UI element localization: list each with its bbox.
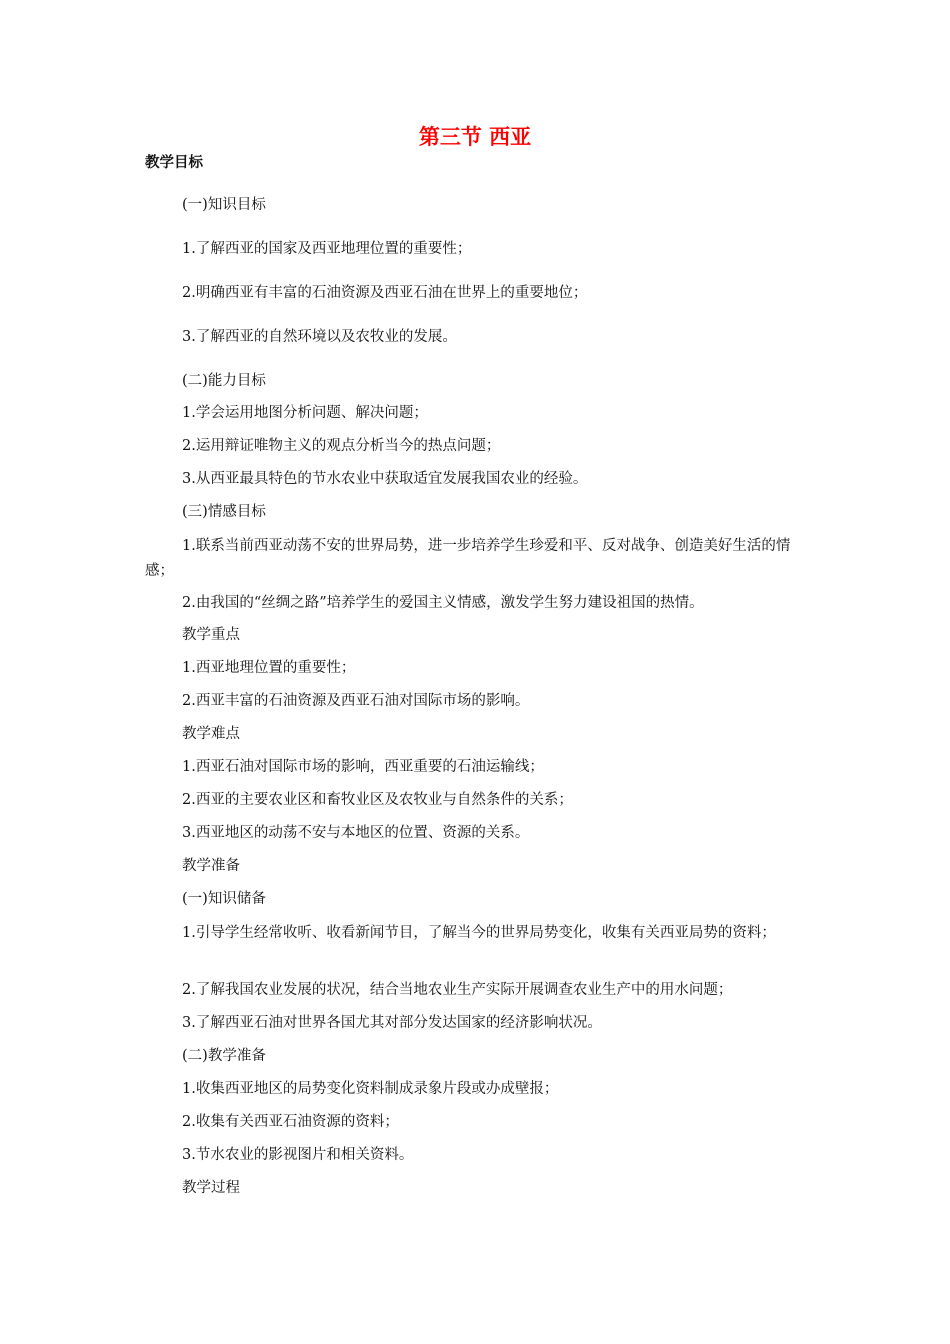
section-heading-teaching-goals: 教学目标 — [145, 155, 203, 171]
difficult-point-item: 2.西亚的主要农业区和畜牧业区及农牧业与自然条件的关系； — [182, 792, 573, 808]
key-point-item: 2.西亚丰富的石油资源及西亚石油对国际市场的影响。 — [182, 693, 530, 709]
knowledge-prep-label: (一)知识储备 — [182, 891, 266, 907]
knowledge-prep-item: 3.了解西亚石油对世界各国尤其对部分发达国家的经济影响状况。 — [182, 1015, 602, 1031]
knowledge-prep-item: 2.了解我国农业发展的状况，结合当地农业生产实际开展调查农业生产中的用水问题； — [182, 982, 733, 998]
page-title: 第三节 西亚 — [418, 125, 532, 149]
difficult-point-item: 1.西亚石油对国际市场的影响，西亚重要的石油运输线； — [182, 759, 544, 775]
ability-goal-item: 1.学会运用地图分析问题、解决问题； — [182, 405, 428, 421]
knowledge-goal-label: (一)知识目标 — [182, 197, 266, 213]
difficult-point-item: 3.西亚地区的动荡不安与本地区的位置、资源的关系。 — [182, 825, 530, 841]
difficult-points-label: 教学难点 — [182, 726, 240, 742]
knowledge-prep-item: 1.引导学生经常收听、收看新闻节目，了解当今的世界局势变化，收集有关西亚局势的资料； — [182, 925, 776, 941]
ability-goal-item: 3.从西亚最具特色的节水农业中获取适宜发展我国农业的经验。 — [182, 471, 588, 487]
teaching-prep-item: 1.收集西亚地区的局势变化资料制成录象片段或办成壁报； — [182, 1081, 559, 1097]
ability-goal-item: 2.运用辩证唯物主义的观点分析当今的热点问题； — [182, 438, 501, 454]
key-point-item: 1.西亚地理位置的重要性； — [182, 660, 356, 676]
emotion-goal-item: 1.联系当前西亚动荡不安的世界局势，进一步培养学生珍爱和平、反对战争、创造美好生活的情感； — [145, 538, 791, 579]
process-label: 教学过程 — [182, 1180, 240, 1196]
ability-goal-label: (二)能力目标 — [182, 373, 266, 389]
emotion-goal-label: (三)情感目标 — [182, 504, 266, 520]
preparation-label: 教学准备 — [182, 858, 240, 874]
teaching-prep-item: 2.收集有关西亚石油资源的资料； — [182, 1114, 399, 1130]
knowledge-goal-item: 3.了解西亚的自然环境以及农牧业的发展。 — [182, 329, 457, 345]
key-points-label: 教学重点 — [182, 627, 240, 643]
teaching-prep-label: (二)教学准备 — [182, 1048, 266, 1064]
knowledge-goal-item: 2.明确西亚有丰富的石油资源及西亚石油在世界上的重要地位； — [182, 285, 588, 301]
teaching-prep-item: 3.节水农业的影视图片和相关资料。 — [182, 1147, 414, 1163]
emotion-goal-item: 2.由我国的“丝绸之路”培养学生的爱国主义情感，激发学生努力建设祖国的热情。 — [182, 595, 704, 611]
knowledge-goal-item: 1.了解西亚的国家及西亚地理位置的重要性； — [182, 241, 472, 257]
